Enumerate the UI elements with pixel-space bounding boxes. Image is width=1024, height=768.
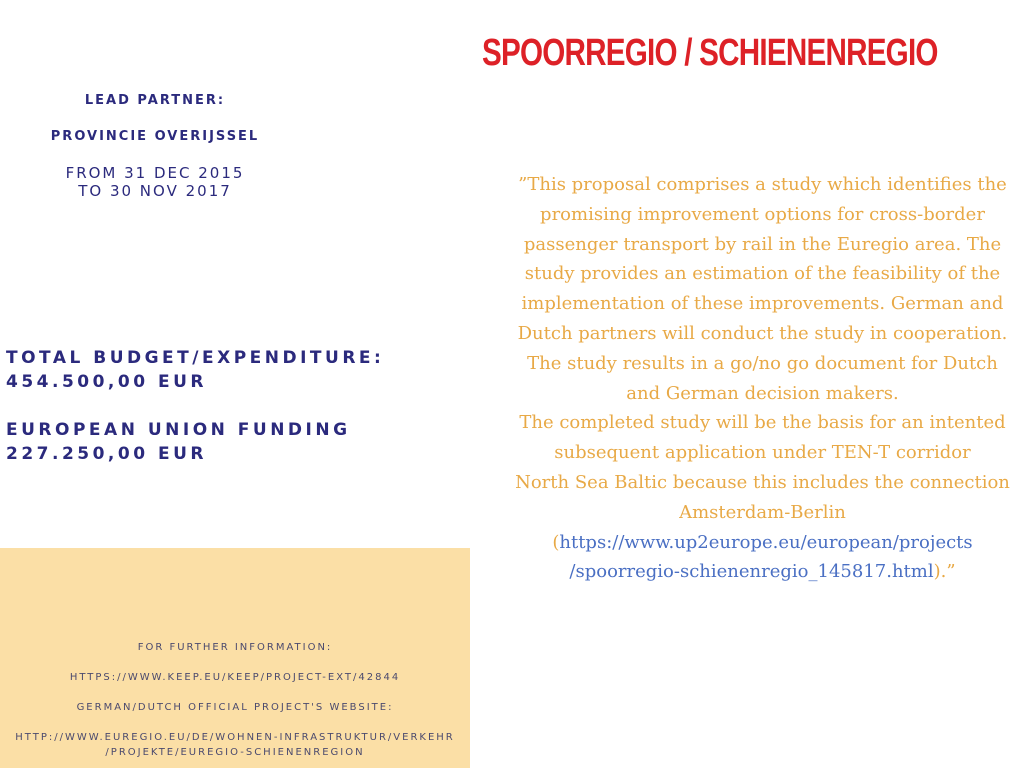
lead-partner-name: PROVINCIE OVERIJSSEL — [50, 129, 260, 144]
info-heading: FOR FURTHER INFORMATION: — [137, 642, 333, 653]
quote-line: passenger transport by rail in the Euregio area. The — [523, 233, 1002, 255]
date-end: TO 30 NOV 2017 — [78, 182, 232, 200]
eu-funding-value: 227.250,00 EUR — [6, 444, 207, 464]
project-description-quote — [505, 170, 1020, 587]
open-paren: ( — [552, 531, 560, 553]
date-start: FROM 31 DEC 2015 — [65, 164, 245, 182]
total-budget-label: TOTAL BUDGET/EXPENDITURE: — [6, 348, 385, 368]
quote-line: Amsterdam-Berlin — [679, 501, 846, 523]
project-dates — [0, 164, 310, 200]
quote-line: implementation of these improvements. German and — [521, 293, 1004, 315]
lead-partner-label: LEAD PARTNER: — [84, 93, 226, 108]
quote-line: Dutch partners will conduct the study in cooperation. — [517, 322, 1008, 344]
website-link-line2[interactable]: /PROJEKTE/EUREGIO-SCHIENENREGION — [105, 747, 365, 758]
quote-line: The study results in a go/no go document for Dutch — [527, 352, 998, 374]
quote-line: study provides an estimation of the feasibility of the — [524, 263, 1001, 285]
quote-url-line2 — [505, 557, 1020, 587]
quote-line: North Sea Baltic because this includes the connection — [515, 471, 1010, 493]
up2europe-link-part2[interactable]: /spoorregio-schienenregio_145817.html — [569, 561, 934, 583]
budget-block — [6, 346, 466, 466]
further-information-box — [0, 548, 470, 768]
total-budget-value: 454.500,00 EUR — [6, 372, 207, 392]
keep-link[interactable]: HTTPS://WWW.KEEP.EU/KEEP/PROJECT-EXT/42844 — [69, 672, 401, 683]
quote-line: and German decision makers. — [626, 382, 899, 404]
website-link-line1[interactable]: HTTP://WWW.EUREGIO.EU/DE/WOHNEN-INFRASTRUKTUR/VERKEHR — [15, 732, 455, 743]
quote-url-line1 — [505, 528, 1020, 558]
quote-closing: ).” — [933, 561, 956, 583]
lead-partner-block — [0, 92, 310, 200]
eu-funding-label: EUROPEAN UNION FUNDING — [6, 420, 351, 440]
quote-line: ”This proposal comprises a study which identifies the — [518, 174, 1007, 195]
quote-line: subsequent application under TEN-T corridor — [554, 442, 971, 464]
quote-line: promising improvement options for cross-border — [540, 203, 985, 225]
up2europe-link-part1[interactable]: https://www.up2europe.eu/european/projects — [559, 531, 973, 553]
quote-line: The completed study will be the basis for an intented — [519, 412, 1006, 434]
left-column — [0, 0, 470, 768]
page-title: SPOORREGIO / SCHIENENREGIO — [482, 32, 938, 74]
budget-spacer — [6, 394, 466, 418]
website-label: GERMAN/DUTCH OFFICIAL PROJECT'S WEBSITE: — [76, 702, 394, 713]
